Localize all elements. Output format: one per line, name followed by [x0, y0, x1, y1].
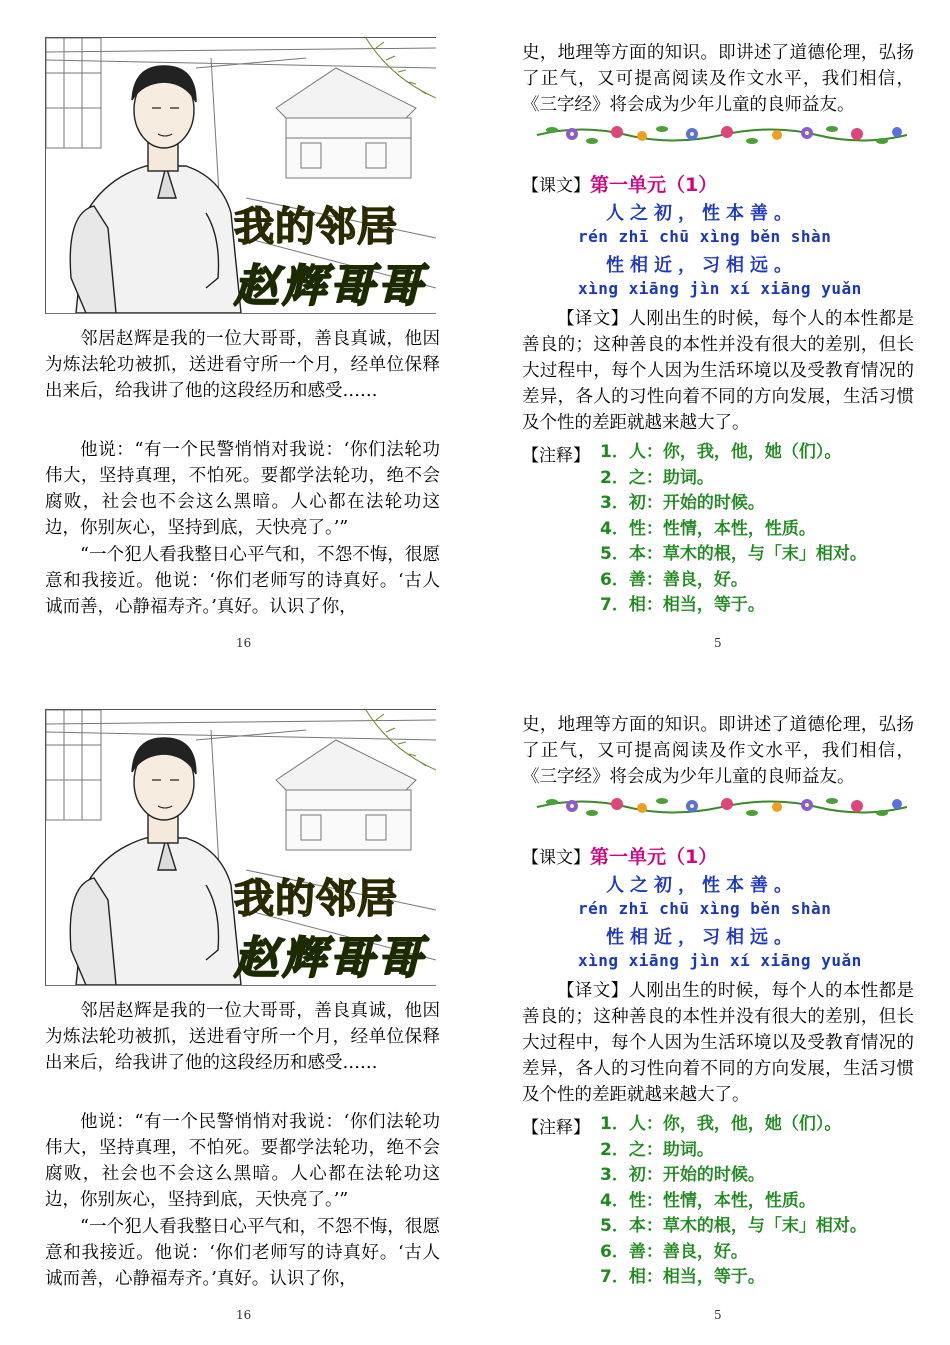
pinyin-line: xìng xiāng jìn xí xiāng yuǎn — [578, 279, 862, 298]
pinyin-line: rén zhī chū xìng běn shàn — [578, 899, 832, 918]
page-number: 5 — [714, 1308, 722, 1322]
note-item: 7．相：相当，等于。 — [600, 1267, 765, 1287]
story-paragraph: “一个犯人看我整日心平气和，不怨不悔，很愿意和我接近。他说：‘你们老师写的诗真好。‘古人诚而善，心静福寿齐。’真好。认识了你， — [45, 545, 440, 617]
page-number: 16 — [236, 636, 252, 650]
unit-title: 第一单元（1） — [590, 846, 718, 868]
verse-line: 性相近，习相远。 — [606, 927, 798, 948]
note-item: 4．性：性情，本性，性质。 — [600, 518, 816, 539]
sheet-top — [0, 0, 950, 672]
illustration — [45, 37, 436, 314]
notes-list — [600, 440, 867, 619]
lesson-heading — [522, 842, 717, 869]
story-title: 我的邻居 — [234, 876, 398, 922]
flower-vine-divider — [532, 122, 912, 148]
note-item: 6．善：善良，好。 — [600, 569, 748, 590]
note-item: 3．初：开始的时候。 — [600, 493, 765, 513]
illustration — [45, 709, 436, 986]
note-item: 1．人：你，我，他，她（们）。 — [600, 442, 842, 462]
translation-paragraph: 【译文】人刚出生的时候，每个人的本性都是善良的；这种善良的本性并没有很大的差别，但长大过程中，每个人因为生活环境以及受教育情况的差异，各人的习性向着不同的方向发展，生活习惯及个性的差距就越来越大了。 — [522, 981, 914, 1105]
verse-line: 性相近，习相远。 — [606, 255, 798, 276]
intro-paragraph: 史，地理等方面的知识。即讲述了道德伦理，弘扬了正气，又可提高阅读及作文水平，我们相信，《三字经》将会成为少年儿童的良师益友。 — [522, 43, 914, 115]
story-subtitle: 赵辉哥哥 — [234, 933, 426, 984]
page-number: 16 — [236, 1308, 252, 1322]
story-paragraph: 他说：“有一个民警悄悄对我说：‘你们法轮功伟大，坚持真理，不怕死。要都学法轮功，绝不会腐败，社会也不会这么黑暗。人心都在法轮功这边，你别灰心，坚持到底，天快亮了。’” — [45, 440, 440, 538]
notes-label: 【注释】 — [522, 446, 590, 466]
note-item: 4．性：性情，本性，性质。 — [600, 1190, 816, 1211]
story-paragraph: 邻居赵辉是我的一位大哥哥，善良真诚，他因为炼法轮功被抓，送进看守所一个月，经单位保释出来后，给我讲了他的这段经历和感受…… — [45, 1001, 440, 1073]
note-item: 7．相：相当，等于。 — [600, 595, 765, 615]
story-paragraph: 他说：“有一个民警悄悄对我说：‘你们法轮功伟大，坚持真理，不怕死。要都学法轮功，绝不会腐败，社会也不会这么黑暗。人心都在法轮功这边，你别灰心，坚持到底，天快亮了。’” — [45, 1112, 440, 1210]
note-item: 5．本：草木的根，与「末」相对。 — [600, 1216, 867, 1236]
lesson-label: 【课文】 — [522, 848, 590, 868]
sheet-bottom — [0, 672, 950, 1344]
lesson-heading — [522, 170, 717, 197]
story-paragraph: 邻居赵辉是我的一位大哥哥，善良真诚，他因为炼法轮功被抓，送进看守所一个月，经单位保释出来后，给我讲了他的这段经历和感受…… — [45, 329, 440, 401]
note-item: 5．本：草木的根，与「末」相对。 — [600, 544, 867, 564]
story-paragraph: “一个犯人看我整日心平气和，不怨不悔，很愿意和我接近。他说：‘你们老师写的诗真好。‘古人诚而善，心静福寿齐。’真好。认识了你， — [45, 1217, 440, 1289]
note-item: 2．之：助词。 — [600, 1139, 714, 1160]
intro-paragraph: 史，地理等方面的知识。即讲述了道德伦理，弘扬了正气，又可提高阅读及作文水平，我们相信，《三字经》将会成为少年儿童的良师益友。 — [522, 715, 914, 787]
notes-label: 【注释】 — [522, 1118, 590, 1138]
story-subtitle: 赵辉哥哥 — [234, 261, 426, 312]
lesson-label: 【课文】 — [522, 176, 590, 196]
translation-paragraph: 【译文】人刚出生的时候，每个人的本性都是善良的；这种善良的本性并没有很大的差别，但长大过程中，每个人因为生活环境以及受教育情况的差异，各人的习性向着不同的方向发展，生活习惯及个性的差距就越来越大了。 — [522, 309, 914, 433]
unit-title: 第一单元（1） — [590, 174, 718, 196]
pinyin-line: rén zhī chū xìng běn shàn — [578, 227, 832, 246]
verse-line: 人之初，性本善。 — [606, 875, 798, 896]
pinyin-line: xìng xiāng jìn xí xiāng yuǎn — [578, 951, 862, 970]
note-item: 1．人：你，我，他，她（们）。 — [600, 1114, 842, 1134]
verse-line: 人之初，性本善。 — [606, 203, 798, 224]
note-item: 2．之：助词。 — [600, 467, 714, 488]
story-title: 我的邻居 — [234, 204, 398, 250]
note-item: 6．善：善良，好。 — [600, 1241, 748, 1262]
flower-vine-divider — [532, 794, 912, 820]
page-number: 5 — [714, 636, 722, 650]
notes-list — [600, 1112, 867, 1291]
note-item: 3．初：开始的时候。 — [600, 1165, 765, 1185]
